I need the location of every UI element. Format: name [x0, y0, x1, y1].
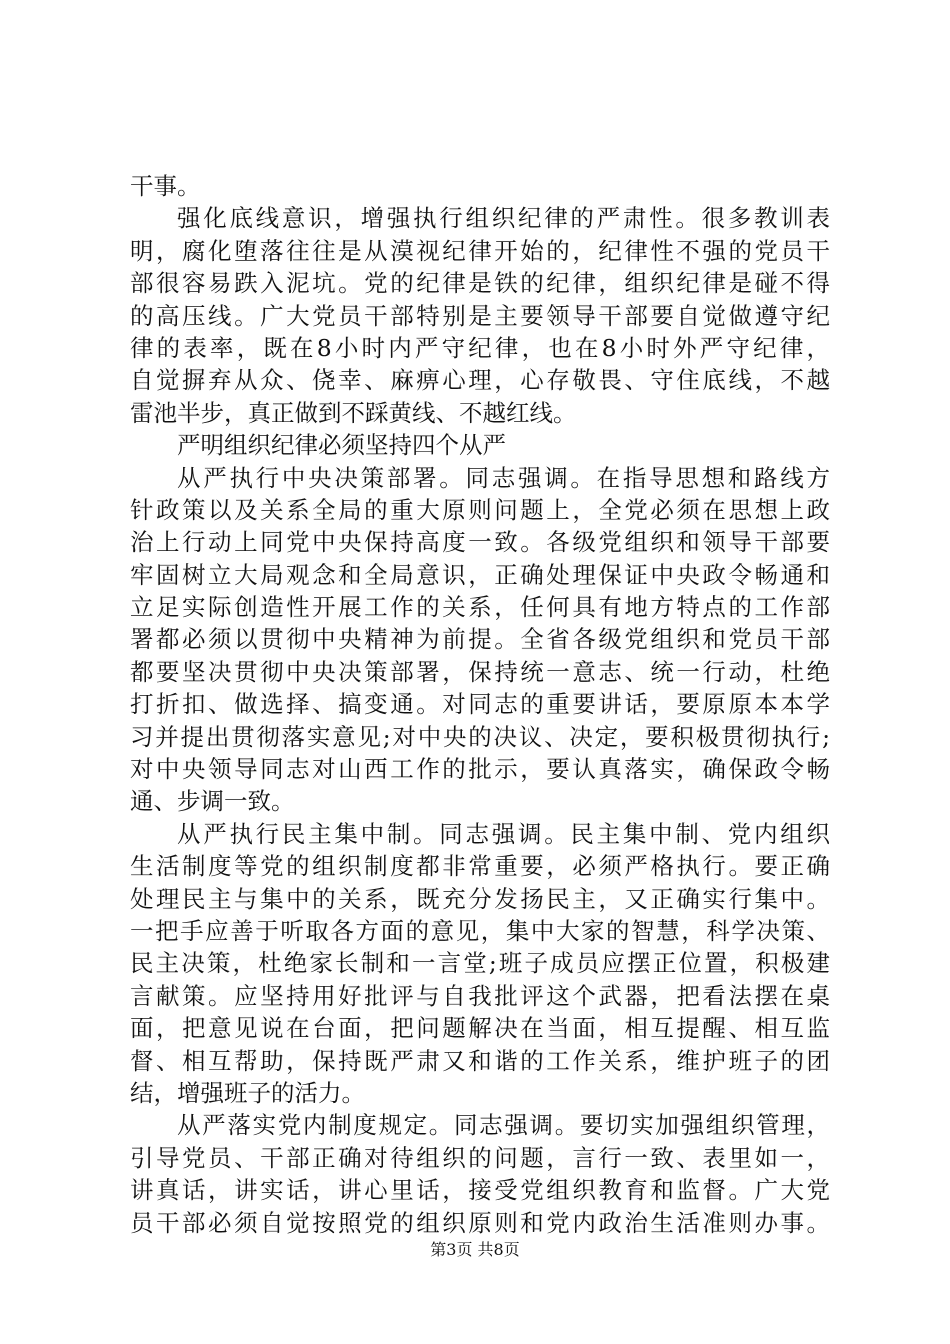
text-line: 针政策以及关系全局的重大原则问题上，全党必须在思想上政 — [130, 495, 830, 524]
text-line: 部很容易跌入泥坑。党的纪律是铁的纪律，组织纪律是碰不得 — [130, 269, 830, 298]
text-line: 讲真话，讲实话，讲心里话，接受党组织教育和监督。广大党 — [130, 1176, 830, 1205]
text-line: 雷池半步，真正做到不踩黄线、不越红线。 — [130, 398, 577, 427]
text-line: 一把手应善于听取各方面的意见，集中大家的智慧，科学决策、 — [130, 916, 830, 945]
text-line: 生活制度等党的组织制度都非常重要，必须严格执行。要正确 — [130, 852, 830, 881]
text-line: 干事。 — [130, 172, 201, 200]
text-line: 自觉摒弃从众、侥幸、麻痹心理，心存敬畏、守住底线，不越 — [130, 366, 830, 395]
page-footer: 第3页 共8页 — [430, 1240, 520, 1259]
text-line: 牢固树立大局观念和全局意识，正确处理保证中央政令畅通和 — [130, 560, 830, 589]
text-line: 习并提出贯彻落实意见;对中央的决议、决定，要积极贯彻执行; — [130, 722, 830, 751]
text-line: 立足实际创造性开展工作的关系，任何具有地方特点的工作部 — [130, 593, 830, 622]
text-line: 面，把意见说在台面，把问题解决在当面，相互提醒、相互监 — [130, 1014, 830, 1043]
text-line: 治上行动上同党中央保持高度一致。各级党组织和领导干部要 — [130, 528, 830, 557]
text-line: 员干部必须自觉按照党的组织原则和党内政治生活准则办事。 — [130, 1208, 830, 1237]
text-line: 强化底线意识，增强执行组织纪律的严肃性。很多教训表 — [177, 204, 830, 233]
text-line: 通、步调一致。 — [130, 787, 295, 816]
text-line: 都要坚决贯彻中央决策部署，保持统一意志、统一行动，杜绝 — [130, 657, 830, 686]
text-line: 打折扣、做选择、搞变通。对同志的重要讲话，要原原本本学 — [130, 690, 830, 719]
text-line: 言献策。应坚持用好批评与自我批评这个武器，把看法摆在桌 — [130, 981, 830, 1010]
text-line: 从严执行中央决策部署。同志强调。在指导思想和路线方 — [177, 463, 830, 492]
text-line: 严明组织纪律必须坚持四个从严 — [177, 431, 506, 460]
text-line: 律的表率，既在8小时内严守纪律，也在8小时外严守纪律， — [130, 333, 830, 362]
text-line: 对中央领导同志对山西工作的批示，要认真落实，确保政令畅 — [130, 755, 830, 784]
text-line: 明，腐化堕落往往是从漠视纪律开始的，纪律性不强的党员干 — [130, 236, 830, 265]
text-line: 结，增强班子的活力。 — [130, 1078, 365, 1107]
text-line: 引导党员、干部正确对待组织的问题，言行一致、表里如一， — [130, 1143, 830, 1172]
text-line: 民主决策，杜绝家长制和一言堂;班子成员应摆正位置，积极建 — [130, 949, 830, 978]
text-line: 从严执行民主集中制。同志强调。民主集中制、党内组织 — [177, 819, 830, 848]
document-body — [130, 170, 830, 1239]
text-line: 督、相互帮助，保持既严肃又和谐的工作关系，维护班子的团 — [130, 1046, 830, 1075]
text-line: 署都必须以贯彻中央精神为前提。全省各级党组织和党员干部 — [130, 625, 830, 654]
text-line: 处理民主与集中的关系，既充分发扬民主，又正确实行集中。 — [130, 884, 830, 913]
text-line: 从严落实党内制度规定。同志强调。要切实加强组织管理， — [177, 1111, 830, 1140]
text-line: 的高压线。广大党员干部特别是主要领导干部要自觉做遵守纪 — [130, 301, 830, 330]
